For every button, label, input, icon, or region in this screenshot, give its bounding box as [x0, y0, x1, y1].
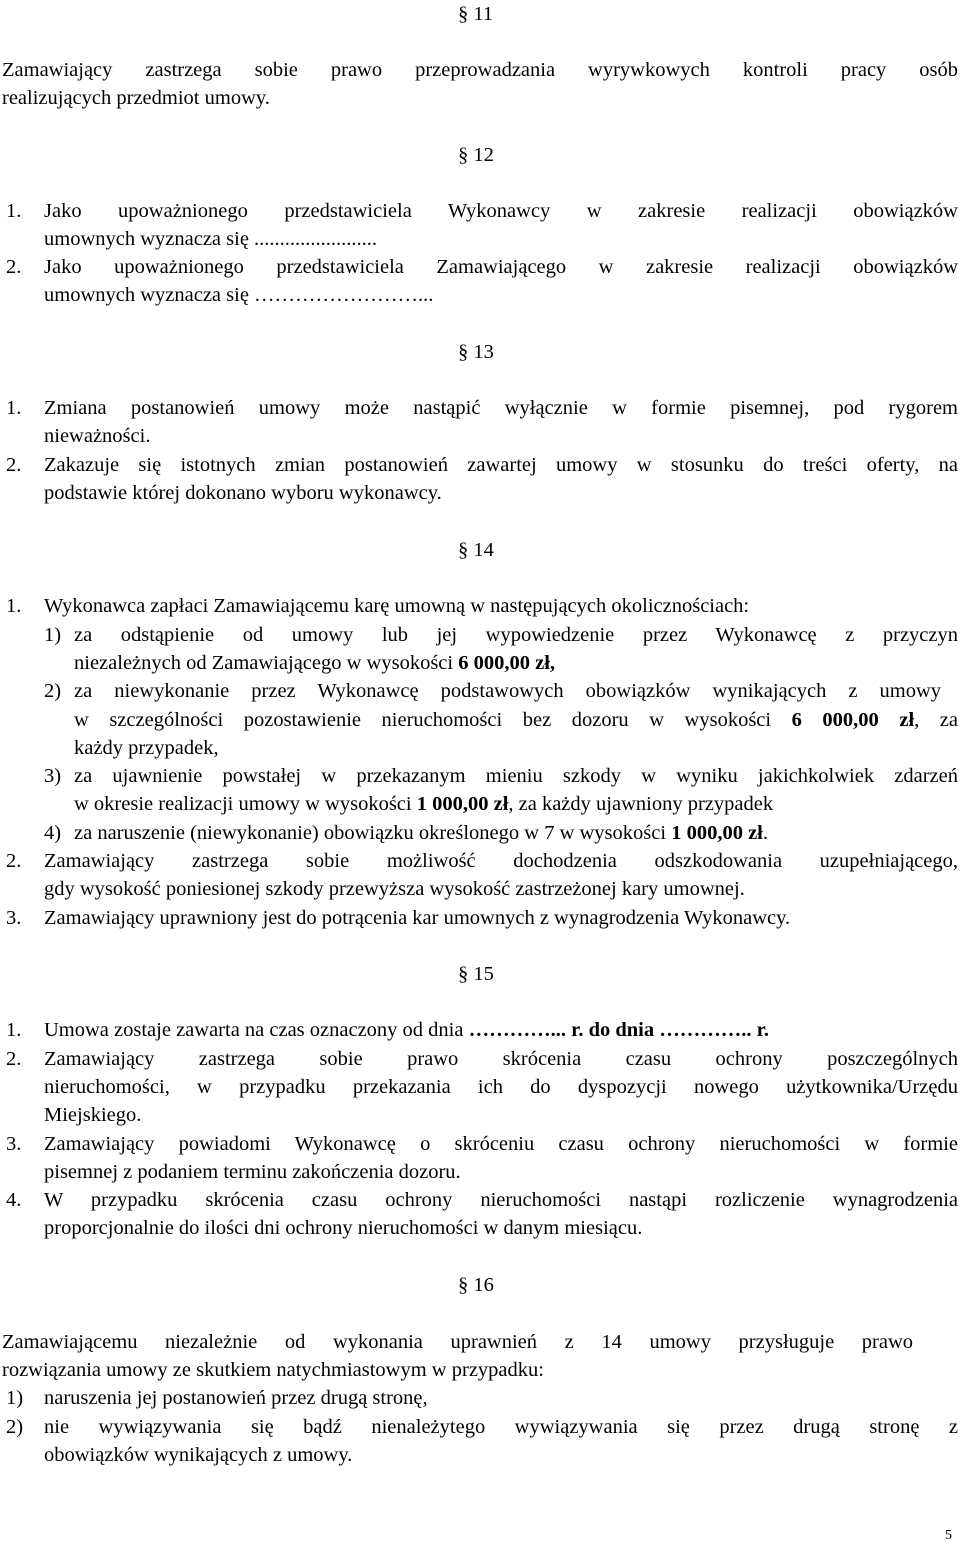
s15-item-3-line-2: pisemnej z podaniem terminu zakończenia dozoru. — [44, 1161, 461, 1183]
s15-item-1-number: 1. — [6, 1019, 22, 1041]
s15-item-4-line-1: W przypadku skrócenia czasu ochrony nieruchomości nastąpi rozliczenie wynagrodzenia — [44, 1189, 958, 1211]
s14-sub-3-tail: , za każdy ujawniony przypadek — [508, 793, 774, 815]
s14-item-1-number: 1. — [6, 595, 22, 617]
s15-item-3-line-1: Zamawiający powiadomi Wykonawcę o skróceniu czasu ochrony nieruchomości w formie — [44, 1133, 958, 1155]
s14-sub-4-line-1 — [74, 819, 768, 848]
s15-item-1-text: Umowa zostaje zawarta na czas oznaczony od dnia — [44, 1019, 469, 1041]
s12-item-2-number: 2. — [6, 256, 22, 278]
s16-item-2-number: 2) — [6, 1416, 24, 1438]
s14-sub-2-tail: , za — [914, 709, 959, 731]
s14-sub-4-number: 4) — [44, 822, 62, 844]
section-heading-11: § 11 — [458, 3, 494, 25]
s15-item-2-line-3: Miejskiego. — [44, 1104, 142, 1126]
s15-item-2-line-2: nieruchomości, w przypadku przekazania ich do dyspozycji nowego użytkownika/Urzędu — [44, 1076, 958, 1098]
s13-item-1-line-1: Zmiana postanowień umowy może nastąpić wyłącznie w formie pisemnej, pod rygorem — [44, 397, 958, 419]
s14-item-3-number: 3. — [6, 907, 22, 929]
s15-item-2-line-1: Zamawiający zastrzega sobie prawo skrócenia czasu ochrony poszczególnych — [44, 1048, 958, 1070]
section-heading-13: § 13 — [458, 341, 494, 363]
s14-item-3-line-1: Zamawiający uprawniony jest do potrącenia kar umownych z wynagrodzenia Wykonawcy. — [44, 907, 791, 929]
s15-item-1-line — [44, 1016, 769, 1045]
s13-item-2-line-1: Zakazuje się istotnych zmian postanowień zawartej umowy w stosunku do treści oferty, na — [44, 454, 958, 476]
s14-item-1-line: Wykonawca zapłaci Zamawiającemu karę umowną w następujących okolicznościach: — [44, 595, 750, 617]
s14-sub-3-amount: 1 000,00 zł — [416, 793, 509, 815]
s14-sub-2-text: w szczególności pozostawienie nieruchomości bez dozoru w wysokości — [74, 709, 792, 731]
s14-item-2-number: 2. — [6, 850, 22, 872]
s14-sub-4-amount: 1 000,00 zł — [671, 822, 763, 844]
s16-line-1: Zamawiającemu niezależnie od wykonania uprawnień z 14 umowy przysługuje prawo — [2, 1331, 914, 1353]
s14-sub-1-line-2 — [74, 649, 555, 678]
s16-item-2-line-2: obowiązków wynikających z umowy. — [44, 1444, 353, 1466]
s14-sub-2-number: 2) — [44, 680, 62, 702]
s15-item-2-number: 2. — [6, 1048, 22, 1070]
section-heading-14: § 14 — [458, 539, 494, 561]
page-number: 5 — [945, 1527, 952, 1543]
s13-item-2-number: 2. — [6, 454, 22, 476]
s12-item-1-number: 1. — [6, 200, 22, 222]
s13-item-2-line-2: podstawie której dokonano wyboru wykonawcy. — [44, 482, 442, 504]
s14-item-2-line-1: Zamawiający zastrzega sobie możliwość dochodzenia odszkodowania uzupełniającego, — [44, 850, 958, 872]
s15-item-4-number: 4. — [6, 1189, 22, 1211]
s14-sub-1-amount: 6 000,00 zł, — [458, 652, 556, 674]
s16-item-1-line-1: naruszenia jej postanowień przez drugą stronę, — [44, 1387, 428, 1409]
s14-sub-3-text: w okresie realizacji umowy w wysokości — [74, 793, 417, 815]
s13-item-1-line-2: nieważności. — [44, 425, 151, 447]
s14-sub-4-tail: . — [762, 822, 768, 844]
section-heading-15: § 15 — [458, 963, 494, 985]
s14-sub-2-line-1: za niewykonanie przez Wykonawcę podstawowych obowiązków wynikających z umowy — [74, 680, 942, 702]
s16-line-2: rozwiązania umowy ze skutkiem natychmiastowym w przypadku: — [2, 1359, 544, 1381]
s12-item-2-line-1: Jako upoważnionego przedstawiciela Zamawiającego w zakresie realizacji obowiązków — [44, 256, 958, 278]
s14-sub-3-number: 3) — [44, 765, 62, 787]
s14-sub-2-line-2 — [74, 706, 958, 735]
s14-sub-3-line-2 — [74, 790, 773, 819]
s13-item-1-number: 1. — [6, 397, 22, 419]
s12-item-1-line-2: umownych wyznacza się ........................ — [44, 228, 378, 250]
section-heading-16: § 16 — [458, 1274, 494, 1296]
s14-sub-2-amount: 6 000,00 zł — [791, 709, 915, 731]
s14-sub-1-number: 1) — [44, 624, 62, 646]
s14-sub-3-line-1: za ujawnienie powstałej w przekazanym mieniu szkody w wyniku jakichkolwiek zdarzeń — [74, 765, 958, 787]
s14-item-2-line-2: gdy wysokość poniesionej szkody przewyższa wysokość zastrzeżonej kary umownej. — [44, 878, 745, 900]
s14-sub-1-line-1: za odstąpienie od umowy lub jej wypowiedzenie przez Wykonawcę z przyczyn — [74, 624, 958, 646]
s15-item-3-number: 3. — [6, 1133, 22, 1155]
s12-item-2-line-2: umownych wyznacza się ……………………... — [44, 284, 434, 306]
s14-sub-1-text: niezależnych od Zamawiającego w wysokości — [74, 652, 459, 674]
s15-item-4-line-2: proporcjonalnie do ilości dni ochrony nieruchomości w danym miesiącu. — [44, 1217, 643, 1239]
section-heading-12: § 12 — [458, 144, 494, 166]
s12-item-1-line-1: Jako upoważnionego przedstawiciela Wykonawcy w zakresie realizacji obowiązków — [44, 200, 958, 222]
s14-sub-4-text: za naruszenie (niewykonanie) obowiązku określonego w 7 w wysokości — [74, 822, 672, 844]
s16-item-2-line-1: nie wywiązywania się bądź nienależytego wywiązywania się przez drugą stronę z — [44, 1416, 958, 1438]
s11-line-1: Zamawiający zastrzega sobie prawo przeprowadzania wyrywkowych kontroli pracy osób — [2, 59, 958, 81]
s16-item-1-number: 1) — [6, 1387, 24, 1409]
s15-item-1-dates: …………... r. do dnia ………….. r. — [468, 1019, 769, 1041]
s14-sub-2-line-3: każdy przypadek, — [74, 737, 219, 759]
s11-line-2: realizujących przedmiot umowy. — [2, 87, 270, 109]
